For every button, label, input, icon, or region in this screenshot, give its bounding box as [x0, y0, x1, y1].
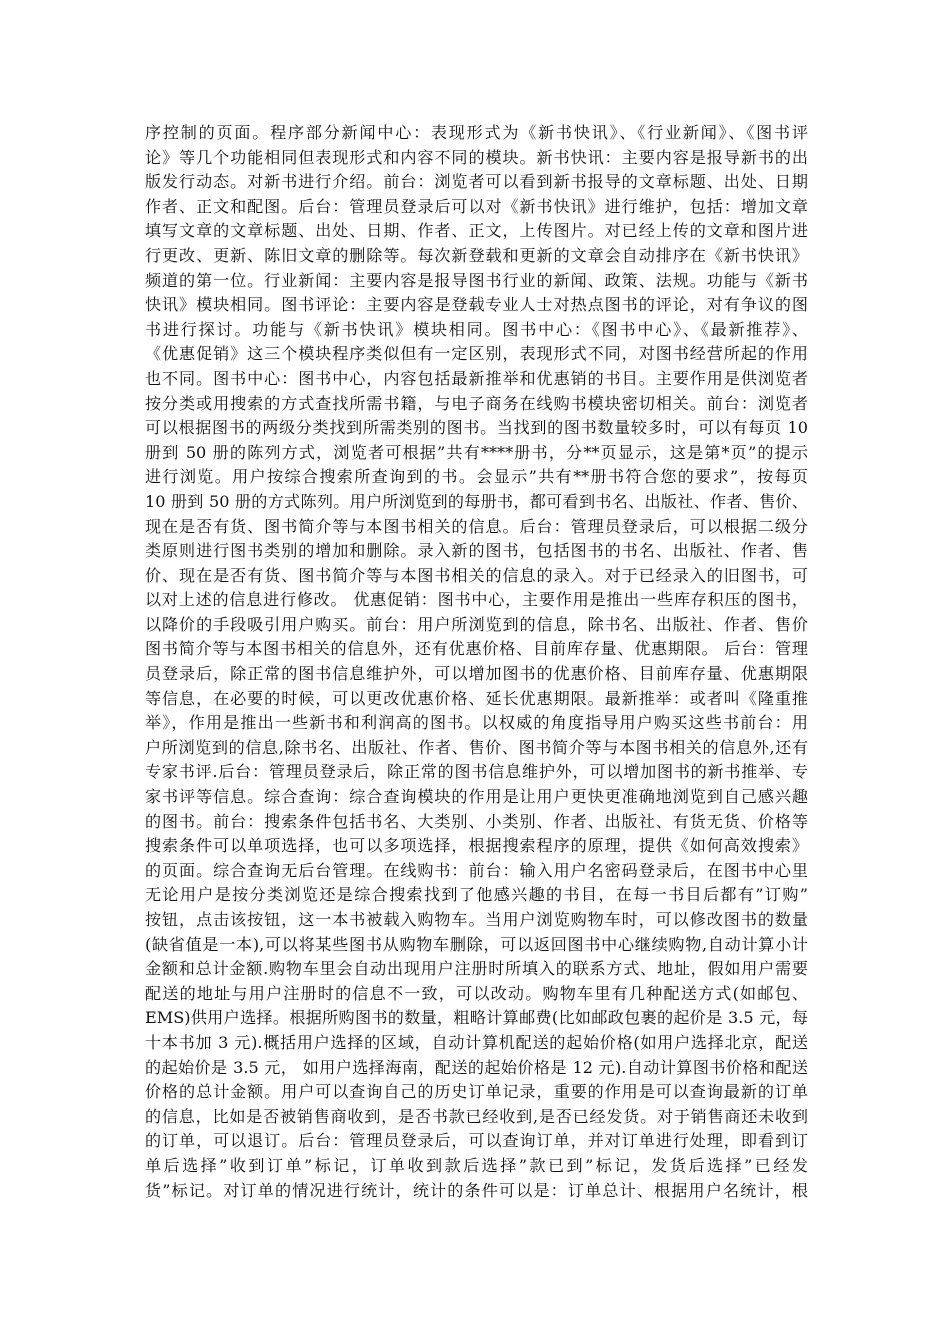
text-line: 图书简介等与本图书相关的信息外，还有优惠价格、目前库存量、优惠期限。 后台：管理	[145, 639, 808, 659]
text-line: 价格的总计金额。用户可以查询自己的历史订单记录，重要的作用是可以查询最新的订单	[145, 1082, 808, 1102]
text-line: 作者、正文和配图。后台：管理员登录后可以对《新书快讯》进行维护，包括：增加文章	[145, 196, 808, 216]
text-line: 书进行探讨。功能与《新书快讯》模块相同。图书中心：《图书中心》、《最新推荐》、	[145, 319, 808, 339]
text-line: 序控制的页面。程序部分新闻中心：表现形式为《新书快讯》、《行业新闻》、《图书评	[145, 123, 808, 142]
text-line: 单后选择”收到订单”标记，订单收到款后选择”款已到”标记，发货后选择”已经发	[145, 1155, 808, 1175]
text-line: 可以根据图书的两级分类找到所需类别的图书。当找到的图书数量较多时，可以有每页 10	[145, 418, 808, 438]
text-line: 按分类或用搜索的方式查找所需书籍，与电子商务在线购书模块密切相关。前台：浏览者	[145, 393, 808, 413]
text-line: 的图书。前台：搜索条件包括书名、大类别、小类别、作者、出版社、有货无货、价格等	[145, 811, 808, 831]
text-line: 册到 50 册的陈列方式，浏览者可根据”共有****册书，分**页显示，这是第*页”的提示	[145, 442, 808, 462]
text-line: 举》，作用是推出一些新书和利润高的图书。以权威的角度指导用户购买这些书前台：用	[145, 713, 808, 733]
text-line: 的页面。综合查询无后台管理。在线购书：前台：输入用户名密码登录后，在图书中心里	[145, 860, 808, 880]
text-line: 的信息，比如是否被销售商收到，是否书款已经收到,是否已经发货。对于销售商还未收到	[145, 1106, 808, 1126]
text-line: 填写文章的文章标题、出处、日期、作者、正文，上传图片。对已经上传的文章和图片进	[145, 221, 808, 241]
text-line: 专家书评.后台：管理员登录后，除正常的图书信息维护外，可以增加图书的新书推举、专	[145, 762, 808, 782]
text-line: (缺省值是一本),可以将某些图书从购物车删除，可以返回图书中心继续购物,自动计算小计	[145, 934, 808, 954]
text-line: 《优惠促销》这三个模块程序类似但有一定区别，表现形式不同，对图书经营所起的作用	[145, 344, 808, 364]
text-line: 10 册到 50 册的方式陈列。用户所浏览到的每册书，都可看到书名、出版社、作者、售价、	[145, 491, 808, 511]
text-line: 搜索条件可以单项选择，也可以多项选择，根据搜索程序的原理，提供《如何高效搜索》	[145, 836, 808, 856]
text-line: 家书评等信息。综合查询：综合查询模块的作用是让用户更快更准确地浏览到自己感兴趣	[145, 787, 808, 807]
text-line: EMS)供用户选择。根据所购图书的数量，粗略计算邮费(比如邮政包裹的起价是 3.5 元，每	[145, 1008, 808, 1028]
text-line: 以对上述的信息进行修改。 优惠促销：图书中心，主要作用是推出一些库存积压的图书，	[145, 590, 808, 610]
text-line: 行更改、更新、陈旧文章的删除等。每次新登载和更新的文章会自动排序在《新书快讯》	[145, 245, 808, 265]
text-line: 频道的第一位。行业新闻：主要内容是报导图书行业的新闻、政策、法规。功能与《新书	[145, 270, 808, 290]
text-line: 进行浏览。用户按综合搜索所查询到的书。会显示”共有**册书符合您的要求”，按每页	[145, 467, 808, 487]
text-line: 员登录后，除正常的图书信息维护外，可以增加图书的优惠价格、目前库存量、优惠期限	[145, 664, 808, 684]
text-line: 货”标记。对订单的情况进行统计，统计的条件可以是：订单总计、根据用户名统计，根	[145, 1180, 808, 1200]
document-body-text	[145, 121, 808, 1203]
text-line: 论》等几个功能相同但表现形式和内容不同的模块。新书快讯：主要内容是报导新书的出	[145, 147, 808, 167]
text-line: 以降价的手段吸引用户购买。前台：用户所浏览到的信息，除书名、出版社、作者、售价	[145, 614, 808, 634]
text-line: 无论用户是按分类浏览还是综合搜索找到了他感兴趣的书目，在每一书目后都有”订购”	[145, 885, 808, 905]
text-line: 现在是否有货、图书简介等与本图书相关的信息。后台：管理员登录后，可以根据二级分	[145, 516, 808, 536]
text-line: 配送的地址与用户注册时的信息不一致，可以改动。购物车里有几种配送方式(如邮包、	[145, 983, 808, 1003]
text-line: 类原则进行图书类别的增加和删除。录入新的图书，包括图书的书名、出版社、作者、售	[145, 541, 808, 561]
text-line: 户所浏览到的信息,除书名、出版社、作者、售价、图书简介等与本图书相关的信息外,还有	[145, 737, 808, 757]
text-line: 快讯》模块相同。图书评论：主要内容是登载专业人士对热点图书的评论，对有争议的图	[145, 295, 808, 315]
text-line: 金额和总计金额.购物车里会自动出现用户注册时所填入的联系方式、地址，假如用户需要	[145, 959, 808, 979]
text-line: 也不同。图书中心：图书中心，内容包括最新推举和优惠销的书目。主要作用是供浏览者	[145, 368, 808, 388]
text-line: 版发行动态。对新书进行介绍。前台：浏览者可以看到新书报导的文章标题、出处、日期	[145, 172, 808, 192]
text-line: 的订单，可以退订。后台：管理员登录后，可以查询订单，并对订单进行处理，即看到订	[145, 1131, 808, 1151]
text-line: 按钮，点击该按钮，这一本书被载入购物车。当用户浏览购物车时，可以修改图书的数量	[145, 910, 808, 929]
text-line: 等信息，在必要的时候，可以更改优惠价格、延长优惠期限。最新推举：或者叫《隆重推	[145, 688, 808, 708]
text-line: 十本书加 3 元).概括用户选择的区域，自动计算机配送的起始价格(如用户选择北京，配送	[145, 1032, 808, 1052]
text-line: 价、现在是否有货、图书简介等与本图书相关的信息的录入。对于已经录入的旧图书，可	[145, 565, 808, 585]
text-line: 的起始价是 3.5 元， 如用户选择海南，配送的起始价格是 12 元).自动计算图书价格和配送	[145, 1057, 808, 1077]
